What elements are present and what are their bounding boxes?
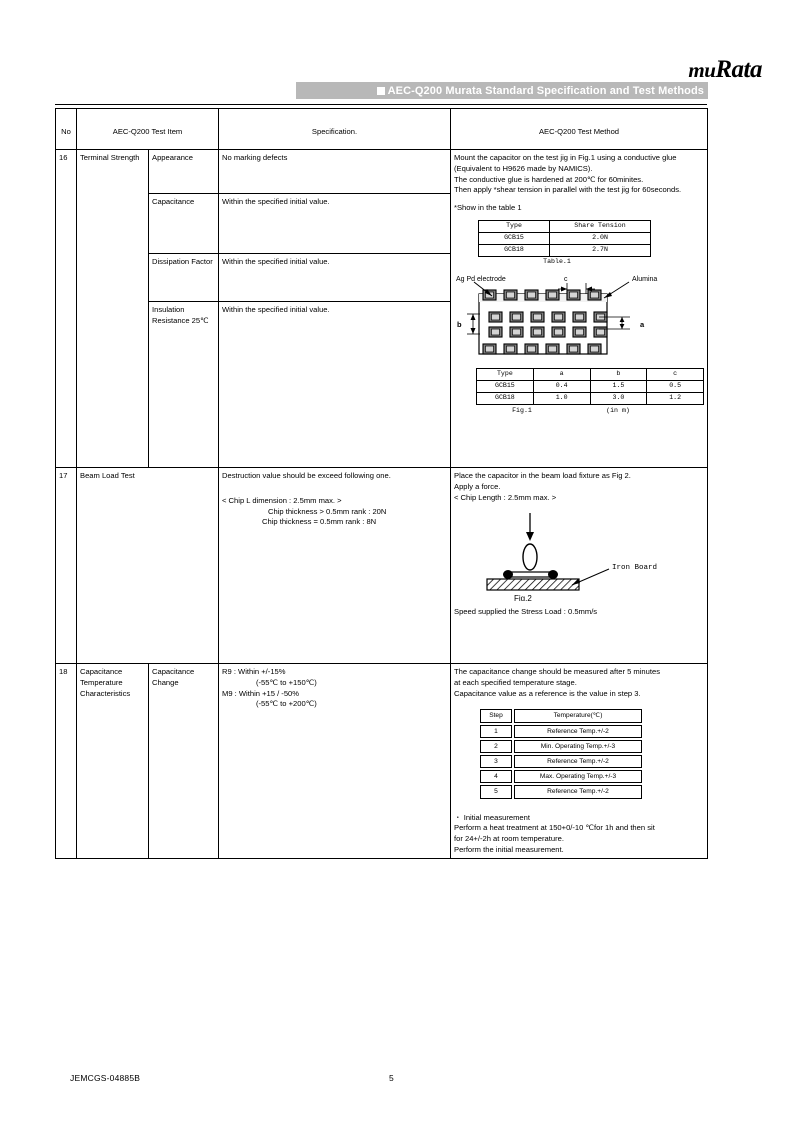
fig1-label-electrode: Ag Pd electrode	[456, 275, 506, 283]
row16-item: Terminal Strength	[77, 150, 149, 468]
table-header-row	[56, 109, 708, 150]
spacer	[222, 482, 447, 496]
footer-document-id: JEMCGS-04885B	[70, 1073, 141, 1083]
spacer	[454, 196, 704, 203]
step-col-step: Step	[480, 709, 512, 722]
row18-method-line-6: for 24+/-2h at room temperature.	[454, 834, 564, 844]
dim-col-c: c	[647, 368, 704, 380]
row16-spec-dissipation: Within the specified initial value.	[219, 254, 451, 302]
share-header-row	[479, 220, 651, 232]
share-tension-table	[478, 220, 651, 257]
dim-row	[477, 380, 704, 392]
step-number-5: 5	[480, 785, 512, 798]
fig2-label-iron-board: Iron Board	[612, 564, 658, 573]
table-row	[56, 664, 708, 859]
dim-col-b: b	[590, 368, 647, 380]
fig2-drawing	[454, 505, 704, 601]
dim-row	[477, 392, 704, 404]
row18-spec-line-3: M9 : Within +15 / -50%	[222, 688, 300, 698]
banner-title: AEC-Q200 Murata Standard Specification and Test Methods	[387, 84, 704, 97]
row18-method-line-7: Perform the initial measurement.	[454, 845, 564, 854]
dim-a-gcb18: 1.0	[533, 392, 590, 404]
col-header-specification: Specification.	[219, 109, 451, 150]
fig1-dim-c: c	[564, 275, 568, 283]
row18-sub: Capacitance Change	[149, 664, 219, 859]
row16-sub-insulation: Insulation Resistance 25℃	[149, 302, 219, 468]
fig1-svg	[454, 272, 704, 364]
row17-spec-line-4: Chip thickness = 0.5mm rank : 8N	[262, 517, 377, 527]
logo-rata: Rata	[715, 56, 762, 83]
share-table-caption: Table.1	[543, 257, 571, 265]
table-row	[56, 150, 708, 194]
row18-no: 18	[56, 664, 77, 859]
step-temp-1: Reference Temp.+/-2	[514, 725, 642, 738]
step-row	[480, 725, 642, 738]
header-banner-text	[296, 82, 704, 99]
row18-method-line-4: ・ Initial measurement	[454, 812, 530, 822]
fig1-drawing	[454, 272, 704, 364]
col-header-test-item: AEC-Q200 Test Item	[77, 109, 219, 150]
fig1-caption: Fig.1	[512, 406, 532, 414]
row18-item: Capacitance Temperature Characteristics	[77, 664, 149, 859]
step-header-row	[480, 709, 642, 722]
fig2-caption: Fig.2	[514, 594, 532, 602]
row17-spec	[219, 468, 451, 664]
row16-spec-capacitance: Within the specified initial value.	[219, 194, 451, 254]
row17-spec-line-3: Chip thickness > 0.5mm rank : 20N	[268, 506, 387, 516]
step-temp-4: Max. Operating Temp.+/-3	[514, 770, 642, 783]
spacer	[454, 801, 704, 813]
row18-method-line-2: at each specified temperature stage.	[454, 677, 577, 687]
row17-method-line-2: Apply a force.	[454, 481, 501, 491]
dim-type-gcb15: GCB15	[477, 380, 534, 392]
row18-spec-line-1: R9 : Within +/-15%	[222, 667, 286, 676]
step-number-3: 3	[480, 755, 512, 768]
row16-method-line-4: Then apply *shear tension in parallel with the test jig for 60seconds.	[454, 185, 682, 195]
share-col-type: Type	[479, 220, 550, 232]
dim-header-row	[477, 368, 704, 380]
fig1-label-alumina: Alumina	[632, 275, 658, 283]
dimension-table-footer	[476, 406, 668, 415]
dimension-table-wrap	[476, 368, 704, 415]
share-tension-table-wrap	[478, 220, 704, 266]
row16-no: 16	[56, 150, 77, 468]
row17-spec-line-2: < Chip L dimension : 2.5mm max. >	[222, 495, 342, 505]
col-header-no: No	[56, 109, 77, 150]
row16-method-line-3: The conductive glue is hardened at 200℃ for 60minites.	[454, 174, 644, 184]
dim-c-gcb18: 1.2	[647, 392, 704, 404]
step-col-temperature: Temperature(℃)	[514, 709, 642, 722]
step-row	[480, 740, 642, 753]
row18-method-line-1: The capacitance change should be measured after 5 minutes	[454, 667, 661, 676]
row18-method-line-5: Perform a heat treatment at 150+0/-10 ℃for 1h and then sit	[454, 823, 655, 833]
murata-logo	[688, 56, 762, 84]
dimension-table	[476, 368, 704, 405]
row17-method-line-1: Place the capacitor in the beam load fixture as Fig 2.	[454, 471, 631, 480]
fig1-dim-b: b	[457, 319, 462, 329]
share-row	[479, 244, 651, 256]
dim-c-gcb15: 0.5	[647, 380, 704, 392]
dim-type-gcb18: GCB18	[477, 392, 534, 404]
row16-spec-insulation: Within the specified initial value.	[219, 302, 451, 468]
dim-a-gcb15: 0.4	[533, 380, 590, 392]
row16-sub-dissipation-label: Dissipation Factor	[152, 257, 213, 266]
table-row	[56, 468, 708, 664]
row18-method	[451, 664, 708, 859]
dim-col-a: a	[533, 368, 590, 380]
share-row	[479, 232, 651, 244]
row16-sub-capacitance: Capacitance	[149, 194, 219, 254]
row17-item: Beam Load Test	[77, 468, 219, 664]
row16-sub-appearance: Appearance	[149, 150, 219, 194]
header-banner	[296, 82, 708, 99]
step-number-1: 1	[480, 725, 512, 738]
row18-method-line-3: Capacitance value as a reference is the value in step 3.	[454, 688, 641, 698]
dim-b-gcb15: 1.5	[590, 380, 647, 392]
step-row	[480, 770, 642, 783]
step-number-2: 2	[480, 740, 512, 753]
step-temp-2: Min. Operating Temp.+/-3	[514, 740, 642, 753]
step-row	[480, 785, 642, 798]
row18-spec	[219, 664, 451, 859]
dim-col-type: Type	[477, 368, 534, 380]
dim-b-gcb18: 3.0	[590, 392, 647, 404]
row17-method-line-3: < Chip Length : 2.5mm max. >	[454, 492, 557, 502]
row16-sub-dissipation	[149, 254, 219, 302]
logo-mu: mu	[688, 58, 716, 82]
step-temp-3: Reference Temp.+/-2	[514, 755, 642, 768]
fig1-dim-a: a	[640, 319, 645, 329]
row16-method-line-5: *Show in the table 1	[454, 203, 522, 213]
row16-spec-appearance: No marking defects	[219, 150, 451, 194]
row18-spec-line-2: (-55℃ to +150℃)	[256, 677, 317, 687]
row17-no: 17	[56, 468, 77, 664]
share-tension-gcb18: 2.7N	[550, 244, 651, 256]
specification-table	[55, 108, 708, 859]
fig2-svg	[454, 505, 704, 601]
row18-spec-line-4: (-55℃ to +200℃)	[256, 699, 317, 709]
col-header-test-method: AEC-Q200 Test Method	[451, 109, 708, 150]
share-type-gcb15: GCB15	[479, 232, 550, 244]
footer-page-number: 5	[389, 1073, 394, 1083]
row16-method-line-1: Mount the capacitor on the test jig in Fig.1 using a conductive glue	[454, 153, 677, 162]
dimension-unit: (in m)	[606, 406, 630, 414]
row16-method-line-2: (Equivalent to H9626 made by NAMICS).	[454, 163, 593, 173]
share-tension-gcb15: 2.0N	[550, 232, 651, 244]
step-row	[480, 755, 642, 768]
step-table	[478, 707, 644, 800]
square-bullet-icon	[377, 87, 385, 95]
share-col-tension: Share Tension	[550, 220, 651, 232]
header-rule	[55, 104, 707, 105]
step-table-wrap	[478, 707, 704, 800]
share-type-gcb18: GCB18	[479, 244, 550, 256]
row17-method	[451, 468, 708, 664]
row17-spec-line-1: Destruction value should be exceed following one.	[222, 471, 391, 480]
row17-method-line-4: Speed supplied the Stress Load : 0.5mm/s	[454, 607, 598, 617]
step-temp-5: Reference Temp.+/-2	[514, 785, 642, 798]
row16-method	[451, 150, 708, 468]
step-number-4: 4	[480, 770, 512, 783]
